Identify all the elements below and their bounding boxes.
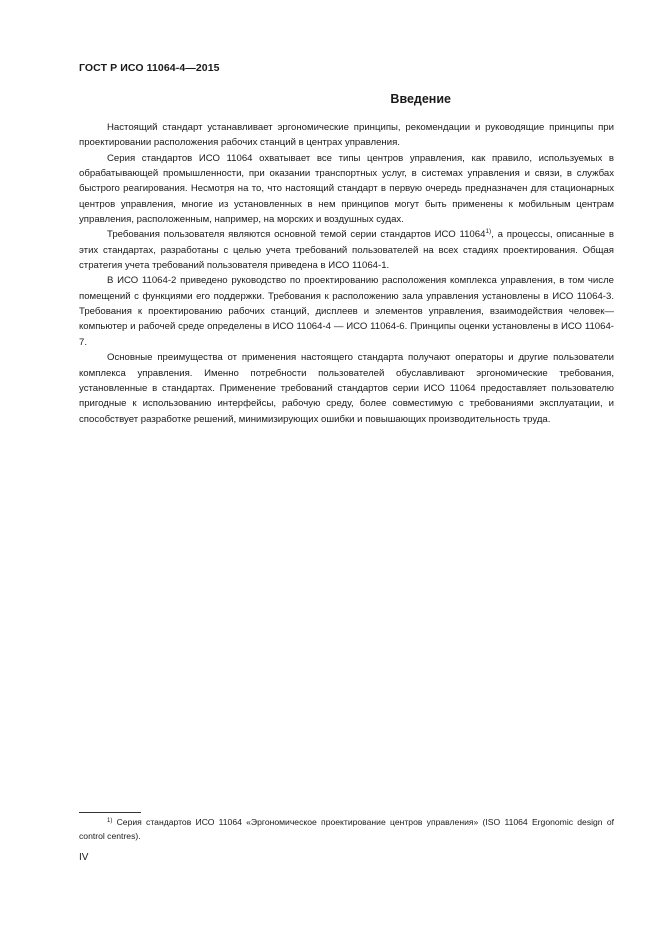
section-title (79, 92, 611, 106)
paragraph-2: Серия стандартов ИСО 11064 охватывает все типы центров управления, как правило, используемых в обрабатывающей промышленности, при оказании транспортных услуг, в системах управления и связи, в службах быстрого реагирования. Несмотря на то, что настоящий стандарт в первую очередь предназначен для стационарных центров управления, многие из установленных в нем принципов могут быть применены к мобильным центрам управления, расположенным, например, на морских и воздушных судах. (79, 152, 614, 226)
paragraph-1: Настоящий стандарт устанавливает эргономические принципы, рекомендации и руководящие принципы при проектировании расположения рабочих станций в центрах управления. (79, 122, 614, 149)
paragraph-3-end: , а процессы, описанные в этих стандартах, разработаны с целью учета требований пользователей на всех стадиях проектирования. Общая стратегия учета требований пользователя приведена в ИСО 11064-1. (79, 229, 614, 272)
footnote-text-line (79, 816, 614, 843)
paragraph-3 (79, 227, 614, 273)
paragraph-5: Основные преимущества от применения настоящего стандарта получают операторы и другие пользователи комплекса управления. Именно потребности пользователей обуславливают эргономические требования, установленные в стандартах. Применение требований стандартов серии ИСО 11064 предоставляет пользователю пригодные к использованию интерфейсы, рабочую среду, более совместимую с требованиями эксплуатации, и способствует разработке решений, минимизирующих ошибки и повышающих производительность труда. (79, 352, 614, 425)
body-text (79, 120, 614, 427)
footnote-divider (79, 812, 141, 813)
footnote-marker: 1) (107, 818, 113, 824)
page-number: IV (79, 852, 89, 863)
document-id: ГОСТ Р ИСО 11064-4—2015 (79, 62, 220, 74)
footnote-text: Серия стандартов ИСО 11064 «Эргономическое проектирование центров управления» (ISO 11064 Ergonomic design of control centres). (79, 817, 614, 841)
footnote (79, 816, 614, 843)
footnote-reference: 1) (485, 228, 492, 236)
paragraph-4: В ИСО 11064-2 приведено руководство по проектированию расположения комплекса управления, в том числе помещений с функциями его поддержки. Требования к расположению зала управления установлены в ИСО 11064-3. Требования к проектированию рабочих станций, дисплеев и элементов управления, взаимодействия человек—компьютер и рабочей среде определены в ИСО 11064-4 — ИСО 11064-6. Принципы оценки установлены в ИСО 11064-7. (79, 275, 614, 348)
paragraph-3-start: Требования пользователя являются основной темой серии стандартов ИСО 11064 (107, 229, 486, 241)
section-title-text: Введение (390, 92, 451, 106)
